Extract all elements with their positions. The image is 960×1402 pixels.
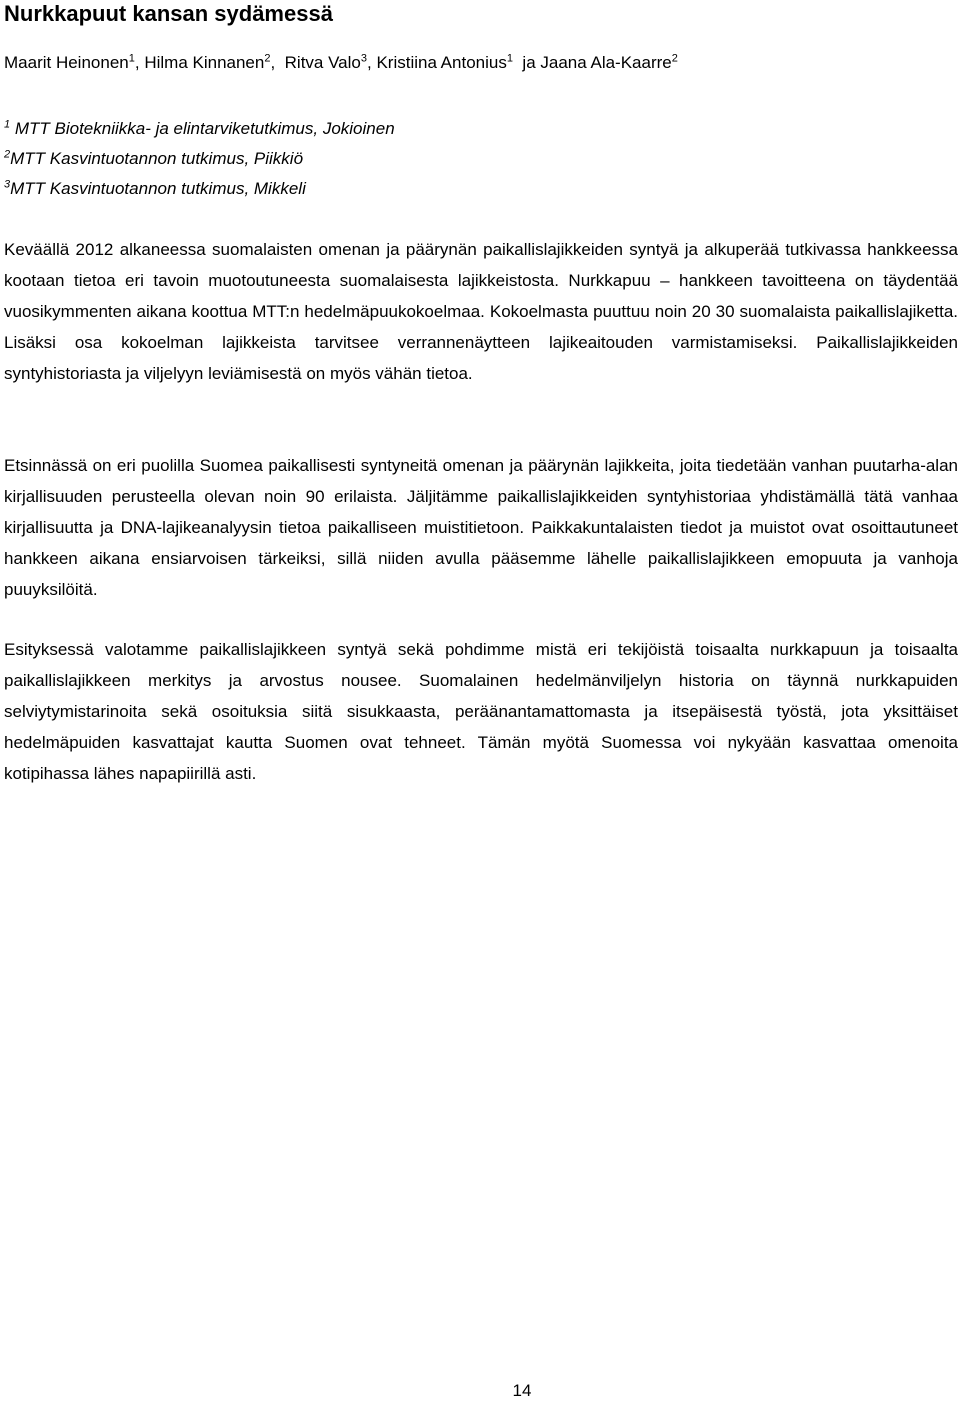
author-affiliation-number: 3 <box>360 52 367 65</box>
affiliation-item <box>4 174 395 204</box>
page-title: Nurkkapuut kansan sydämessä <box>4 1 333 26</box>
affiliation-text: MTT Kasvintuotannon tutkimus, Mikkeli <box>10 179 306 198</box>
author-separator: ja <box>512 53 541 72</box>
author-name: Jaana Ala-Kaarre <box>540 53 672 72</box>
author-affiliation-number: 1 <box>128 52 135 65</box>
author-affiliation-number: 1 <box>506 52 513 65</box>
body-paragraph: Esityksessä valotamme paikallislajikkeen syntyä sekä pohdimme mistä eri tekijöistä toisaalta nurkkapuun ja toisaalta paikallislajikkeen merkitys ja arvostus nousee. Suomalainen hedelmänviljelyn historia on täynnä nurkkapuiden selviytymistarinoita sekä osoituksia siitä sisukkaasta, peräänantamattomasta ja itsepäisestä työstä, jota yksittäiset hedelmäpuiden kasvattajat kautta Suomen ovat tehneet. Tämän myötä Suomessa voi nykyään kasvattaa omenoita kotipihassa lähes napapiirillä asti. <box>4 640 958 783</box>
author-name: Maarit Heinonen <box>4 53 129 72</box>
author-separator: , <box>134 53 145 72</box>
page-number: 14 <box>512 1381 532 1400</box>
author-separator: , <box>366 53 377 72</box>
affiliation-text: MTT Biotekniikka- ja elintarviketutkimus, Jokioinen <box>10 119 395 138</box>
affiliation-item <box>4 114 395 144</box>
body-paragraph: Keväällä 2012 alkaneessa suomalaisten omenan ja päärynän paikallislajikkeiden syntyä ja alkuperää tutkivassa hankkeessa kootaan tietoa eri tavoin muotoutuneesta suomalaisesta lajikkeistosta. Nurkkapuu – hankkeen tavoitteena on täydentää vuosikymmenten aikana koottua MTT:n hedelmäpuukokoelmaa. Kokoelmasta puuttuu noin 20 30 suomalaista paikallislajiketta. Lisäksi osa kokoelman lajikkeista tarvitsee verrannenäytteen lajikeaitouden varmistamiseksi. Paikallislajikkeiden syntyhistoriasta ja viljelyyn leviämisestä on myös vähän tietoa. <box>4 240 958 383</box>
affiliation-number: 1 <box>4 118 11 131</box>
affiliation-text: MTT Kasvintuotannon tutkimus, Piikkiö <box>10 149 304 168</box>
author-name: Ritva Valo <box>284 53 361 72</box>
author-affiliation-number: 2 <box>671 52 678 65</box>
affiliation-number: 2 <box>4 148 11 161</box>
author-list <box>4 52 678 74</box>
author-name: Hilma Kinnanen <box>144 53 265 72</box>
affiliation-item <box>4 144 395 174</box>
author-affiliation-number: 2 <box>264 52 271 65</box>
author-name: Kristiina Antonius <box>376 53 507 72</box>
affiliation-list <box>4 114 395 204</box>
body-paragraph: Etsinnässä on eri puolilla Suomea paikallisesti syntyneitä omenan ja päärynän lajikkeita, joita tiedetään vanhan puutarha-alan kirjallisuuden perusteella olevan noin 90 erilaista. Jäljitämme paikallislajikkeiden syntyhistoriaa yhdistämällä tätä vanhaa kirjallisuutta ja DNA-lajikeanalyysin tietoa paikalliseen muistitietoon. Paikkakuntalaisten tiedot ja muistot ovat osoittautuneet hankkeen aikana ensiarvoisen tärkeiksi, sillä niiden avulla pääsemme lähelle paikallislajikkeen emopuuta ja vanhoja puuyksilöitä. <box>4 456 958 599</box>
affiliation-number: 3 <box>4 178 11 191</box>
author-separator: , <box>270 53 285 72</box>
